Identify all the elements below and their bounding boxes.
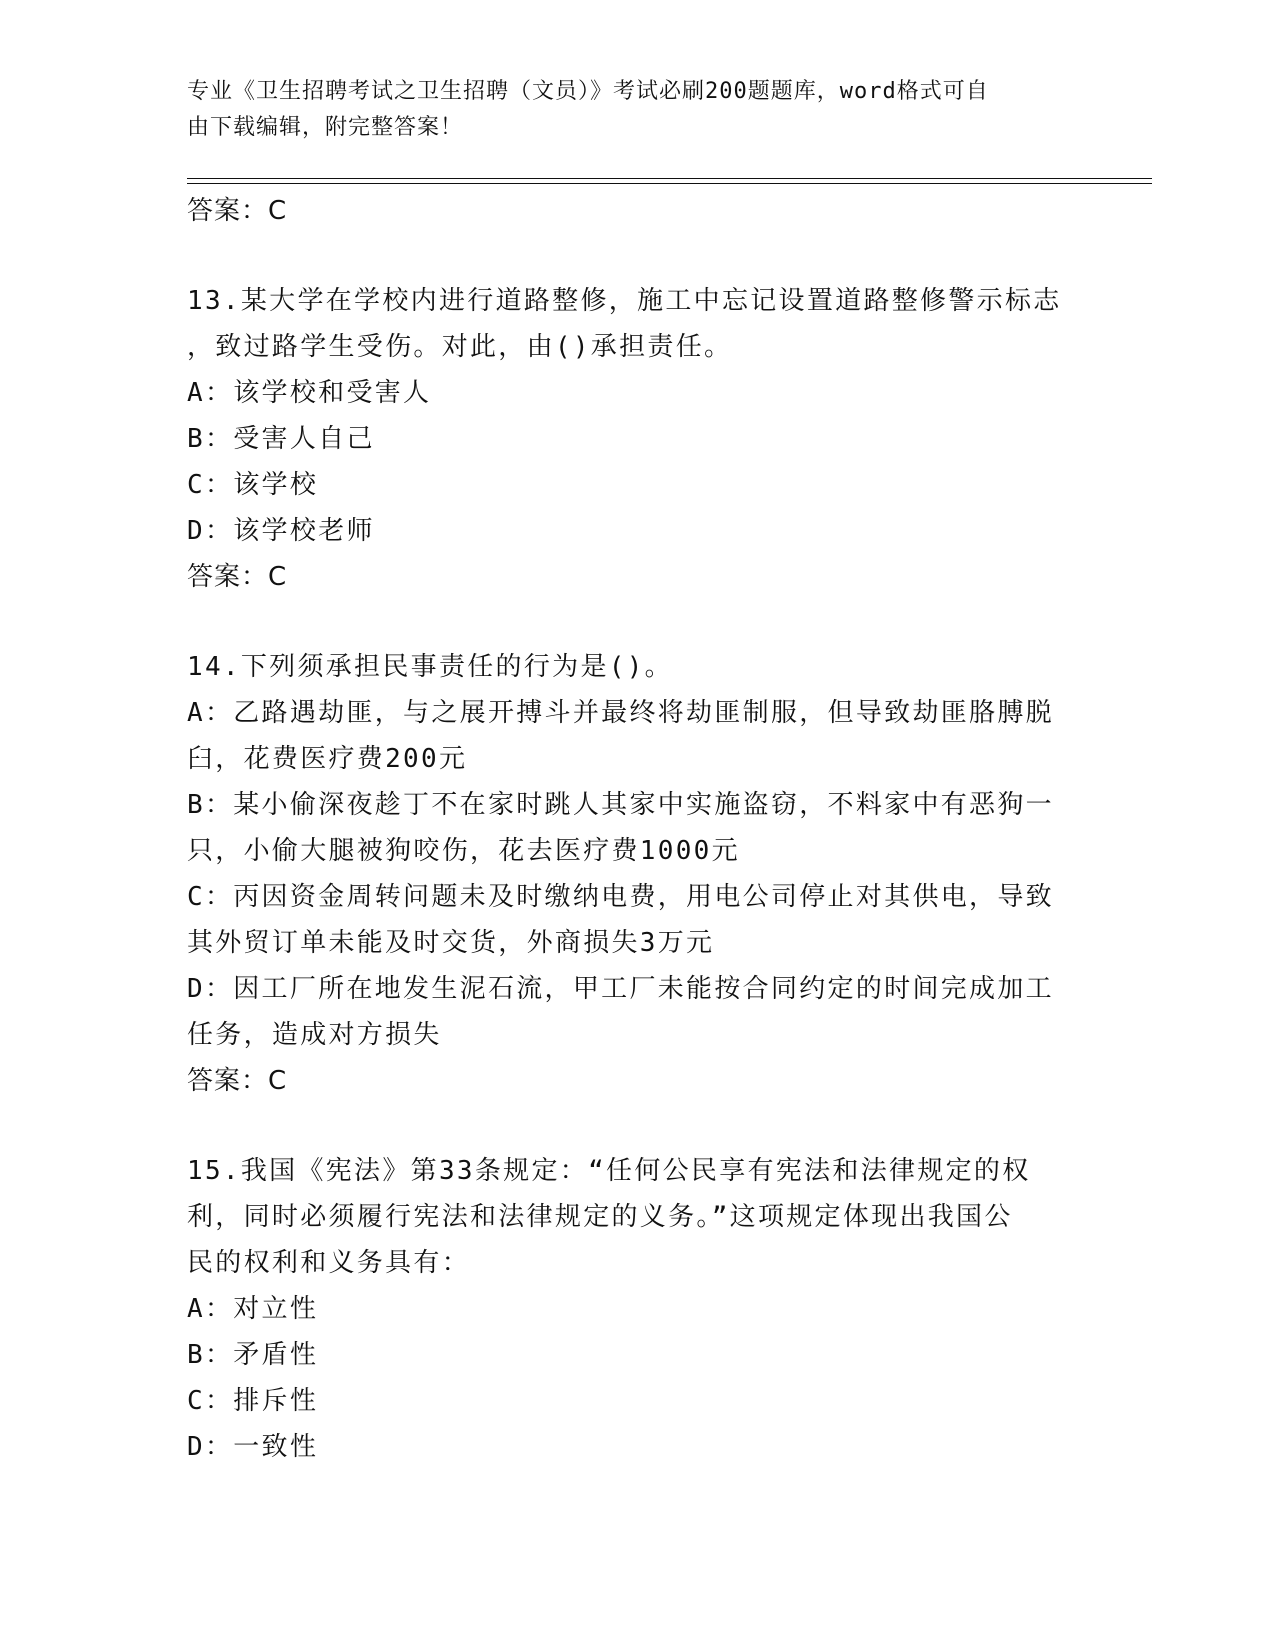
option-c-continued: 其外贸订单未能及时交货，外商损失3万元: [187, 928, 715, 958]
header-line-2: 由下载编辑，附完整答案！: [187, 115, 464, 140]
spacer: [187, 600, 1087, 644]
page-content: [187, 188, 1087, 1470]
option-a: A：对立性: [187, 1294, 319, 1324]
answer: 答案：C: [187, 562, 288, 592]
answer: 答案：C: [187, 1066, 288, 1096]
question-13: [187, 278, 1087, 600]
header-divider-top: [187, 178, 1152, 179]
question-14: [187, 644, 1087, 1104]
question-stem: 民的权利和义务具有：: [187, 1248, 471, 1278]
spacer: [187, 234, 1087, 278]
option-d: D：该学校老师: [187, 516, 375, 546]
option-c: C：丙因资金周转问题未及时缴纳电费，用电公司停止对其供电，导致: [187, 882, 1054, 912]
option-c: C：排斥性: [187, 1386, 319, 1416]
option-a: A：该学校和受害人: [187, 378, 432, 408]
option-a-continued: 臼，花费医疗费200元: [187, 744, 468, 774]
option-b: B：受害人自己: [187, 424, 375, 454]
page-header: [187, 74, 1067, 146]
answer-previous: 答案：C: [187, 196, 288, 226]
option-a: A：乙路遇劫匪，与之展开搏斗并最终将劫匪制服，但导致劫匪胳膊脱: [187, 698, 1054, 728]
option-c: C：该学校: [187, 470, 319, 500]
question-stem: 利，同时必须履行宪法和法律规定的义务。”这项规定体现出我国公: [187, 1202, 1013, 1232]
question-stem: 14.下列须承担民事责任的行为是()。: [187, 652, 673, 682]
question-stem: 15.我国《宪法》第33条规定：“任何公民享有宪法和法律规定的权: [187, 1156, 1031, 1186]
header-divider-bottom: [187, 183, 1152, 184]
option-d: D：因工厂所在地发生泥石流，甲工厂未能按合同约定的时间完成加工: [187, 974, 1054, 1004]
question-15: [187, 1148, 1087, 1470]
question-stem: 13.某大学在学校内进行道路整修，施工中忘记设置道路整修警示标志: [187, 286, 1062, 316]
option-b-continued: 只，小偷大腿被狗咬伤，花去医疗费1000元: [187, 836, 740, 866]
option-b: B：某小偷深夜趁丁不在家时跳人其家中实施盗窃，不料家中有恶狗一: [187, 790, 1054, 820]
option-d-continued: 任务，造成对方损失: [187, 1020, 442, 1050]
question-stem: ，致过路学生受伤。对此，由()承担责任。: [187, 332, 733, 362]
option-d: D：一致性: [187, 1432, 319, 1462]
header-line-1: 专业《卫生招聘考试之卫生招聘（文员）》考试必刷200题题库，word格式可自: [187, 79, 989, 104]
option-b: B：矛盾性: [187, 1340, 319, 1370]
spacer: [187, 1104, 1087, 1148]
